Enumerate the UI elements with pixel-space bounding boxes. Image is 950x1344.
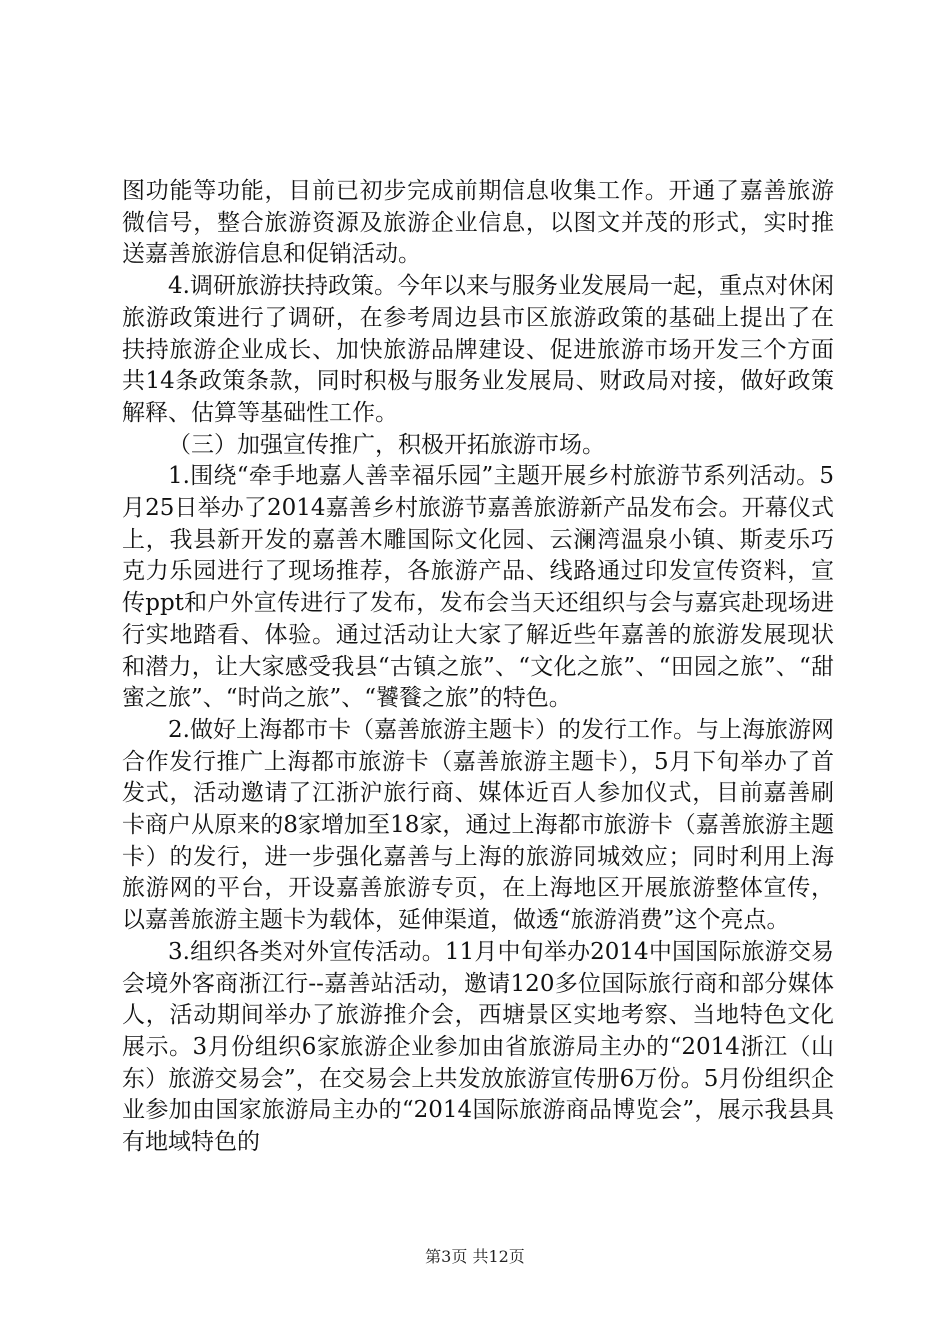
section-heading: （三）加强宣传推广，积极开拓旅游市场。 — [168, 431, 605, 458]
paragraph-policy-research: 4.调研旅游扶持政策。今年以来与服务业发展局一起，重点对休闲旅游政策进行了调研，在参考周边县市区旅游政策的基础上提出了在扶持旅游企业成长、加快旅游品牌建设、促进旅游市场开发三个方面共14条政策条款，同时积极与服务业发展局、财政局对接，做好政策解释、估算等基础性工作。 — [122, 273, 834, 426]
paragraph-shanghai-card: 2.做好上海都市卡（嘉善旅游主题卡）的发行工作。与上海旅游网合作发行推广上海都市旅游卡（嘉善旅游主题卡），5月下旬举办了首发式，活动邀请了江浙沪旅行商、媒体近百人参加仪式，目前嘉善刷卡商户从原来的8家增加至18家，通过上海都市旅游卡（嘉善旅游主题卡）的发行，进一步强化嘉善与上海的旅游同城效应；同时利用上海旅游网的平台，开设嘉善旅游专页，在上海地区开展旅游整体宣传，以嘉善旅游主题卡为载体，延伸渠道，做透“旅游消费”这个亮点。 — [122, 716, 834, 934]
paragraph-rural-tourism-festival: 1.围绕“牵手地嘉人善幸福乐园”主题开展乡村旅游节系列活动。5月25日举办了2014嘉善乡村旅游节嘉善旅游新产品发布会。开幕仪式上，我县新开发的嘉善木雕国际文化园、云澜湾温泉小镇、斯麦乐巧克力乐园进行了现场推荐，各旅游产品、线路通过印发宣传资料，宣传ppt和户外宣传进行了发布，发布会当天还组织与会与嘉宾赴现场进行实地踏看、体验。通过活动让大家了解近些年嘉善的旅游发展现状和潜力，让大家感受我县“古镇之旅”、“文化之旅”、“田园之旅”、“甜蜜之旅”、“时尚之旅”、“饕餮之旅”的特色。 — [122, 463, 834, 712]
paragraph-promotion-activities: 3.组织各类对外宣传活动。11月中旬举办2014中国国际旅游交易会境外客商浙江行--嘉善站活动，邀请120多位国际旅行商和部分媒体人，活动期间举办了旅游推介会，西塘景区实地考察、当地特色文化展示。3月份组织6家旅游企业参加由省旅游局主办的“2014浙江（山东）旅游交易会”，在交易会上共发放旅游宣传册6万份。5月份组织企业参加由国家旅游局主办的“2014国际旅游商品博览会”，展示我县具有地域特色的 — [122, 938, 834, 1156]
page-number-footer: 第3页 共12页 — [425, 1247, 525, 1266]
paragraph-continuation: 图功能等功能，目前已初步完成前期信息收集工作。开通了嘉善旅游微信号，整合旅游资源及旅游企业信息，以图文并茂的形式，实时推送嘉善旅游信息和促销活动。 — [122, 178, 834, 268]
document-body — [122, 176, 834, 1159]
